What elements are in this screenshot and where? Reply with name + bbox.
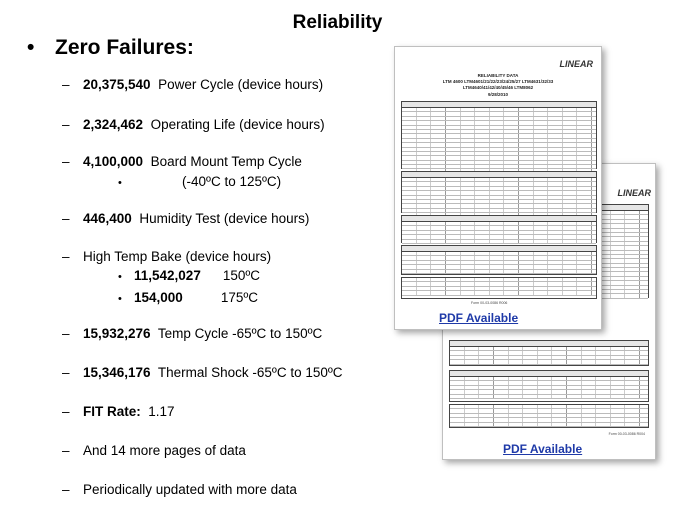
list-item-high-temp-bake xyxy=(62,249,271,264)
item-label: Power Cycle (device hours) xyxy=(158,77,324,92)
dash-icon: – xyxy=(62,443,70,458)
dash-icon: – xyxy=(62,211,70,226)
board-mount-range xyxy=(118,174,281,189)
item-label: Humidity Test (device hours) xyxy=(139,211,310,226)
doc-footer: Form 00-03-0086 R006 xyxy=(471,301,508,305)
list-item-operating-life xyxy=(62,117,325,132)
data-table xyxy=(401,101,597,169)
item-value: 20,375,540 xyxy=(83,77,151,92)
item-label: Temp Cycle -65ºC to 150ºC xyxy=(157,326,323,341)
list-item-fit-rate xyxy=(62,404,175,419)
bake-sub-175 xyxy=(118,290,258,305)
pdf-available-link[interactable]: PDF Available xyxy=(503,442,583,456)
item-value: FIT Rate: xyxy=(83,404,141,419)
item-label: Periodically updated with more data xyxy=(83,482,297,497)
item-label: High Temp Bake (device hours) xyxy=(83,249,272,264)
bullet-icon: • xyxy=(118,177,122,189)
dash-icon: – xyxy=(62,154,70,169)
data-table xyxy=(401,215,597,243)
item-value: 15,346,176 xyxy=(83,365,151,380)
board-mount-range-label: (-40ºC to 125ºC) xyxy=(182,174,282,189)
page-title: Reliability xyxy=(292,12,383,33)
data-table xyxy=(401,245,597,275)
item-value: 15,932,276 xyxy=(83,326,151,341)
doc-header-title: RELIABILITY DATA xyxy=(477,73,519,78)
dash-icon: – xyxy=(62,482,70,497)
item-label: Operating Life (device hours) xyxy=(150,117,325,132)
list-item-thermal-shock xyxy=(62,365,343,380)
data-table xyxy=(449,370,649,402)
item-value: 446,400 xyxy=(83,211,132,226)
item-value: 4,100,000 xyxy=(83,154,144,169)
list-item-power-cycle xyxy=(62,77,323,92)
bullet-icon: • xyxy=(118,271,122,283)
data-table xyxy=(449,404,649,428)
item-label: 1.17 xyxy=(148,404,175,419)
list-item-humidity xyxy=(62,211,309,226)
data-table xyxy=(401,171,597,213)
bake-sub-150 xyxy=(118,268,260,283)
bake-temp: 175ºC xyxy=(220,290,259,305)
dash-icon: – xyxy=(62,77,70,92)
data-table xyxy=(401,277,597,299)
zero-failures-label: Zero Failures: xyxy=(55,36,194,59)
list-item-updated xyxy=(62,482,297,497)
doc-header-date: 9/28/2010 xyxy=(487,92,509,97)
item-value: 2,324,462 xyxy=(83,117,144,132)
list-item-board-mount xyxy=(62,154,302,169)
data-table xyxy=(449,340,649,366)
bake-value: 11,542,027 xyxy=(134,268,201,283)
list-item-more-pages xyxy=(62,443,246,458)
dash-icon: – xyxy=(62,117,70,132)
dash-icon: – xyxy=(62,326,70,341)
bullet-icon: • xyxy=(27,36,35,59)
linear-logo: LINEAR xyxy=(617,188,651,198)
doc-header-line: LTM4640/41/42/40/45/46 LTM8062 xyxy=(462,85,534,90)
bake-value: 154,000 xyxy=(134,290,183,305)
item-label: And 14 more pages of data xyxy=(83,443,246,458)
bake-temp: 150ºC xyxy=(222,268,261,283)
dash-icon: – xyxy=(62,365,70,380)
pdf-available-link[interactable]: PDF Available xyxy=(439,311,519,325)
dash-icon: – xyxy=(62,249,70,264)
reliability-doc-page-1 xyxy=(394,46,602,330)
dash-icon: – xyxy=(62,404,70,419)
doc-footer: Form 00-03-0086 R004 xyxy=(608,432,645,436)
linear-logo: LINEAR xyxy=(559,59,593,69)
list-item-temp-cycle xyxy=(62,326,322,341)
item-label: Board Mount Temp Cycle xyxy=(150,154,302,169)
bullet-icon: • xyxy=(118,293,122,305)
item-label: Thermal Shock -65ºC to 150ºC xyxy=(157,365,343,380)
zero-failures-heading xyxy=(27,36,194,60)
doc-header-line: LTM 4600 LTM4601/21/22/23/24/25/27 LTM4631/32/33 xyxy=(442,79,554,84)
